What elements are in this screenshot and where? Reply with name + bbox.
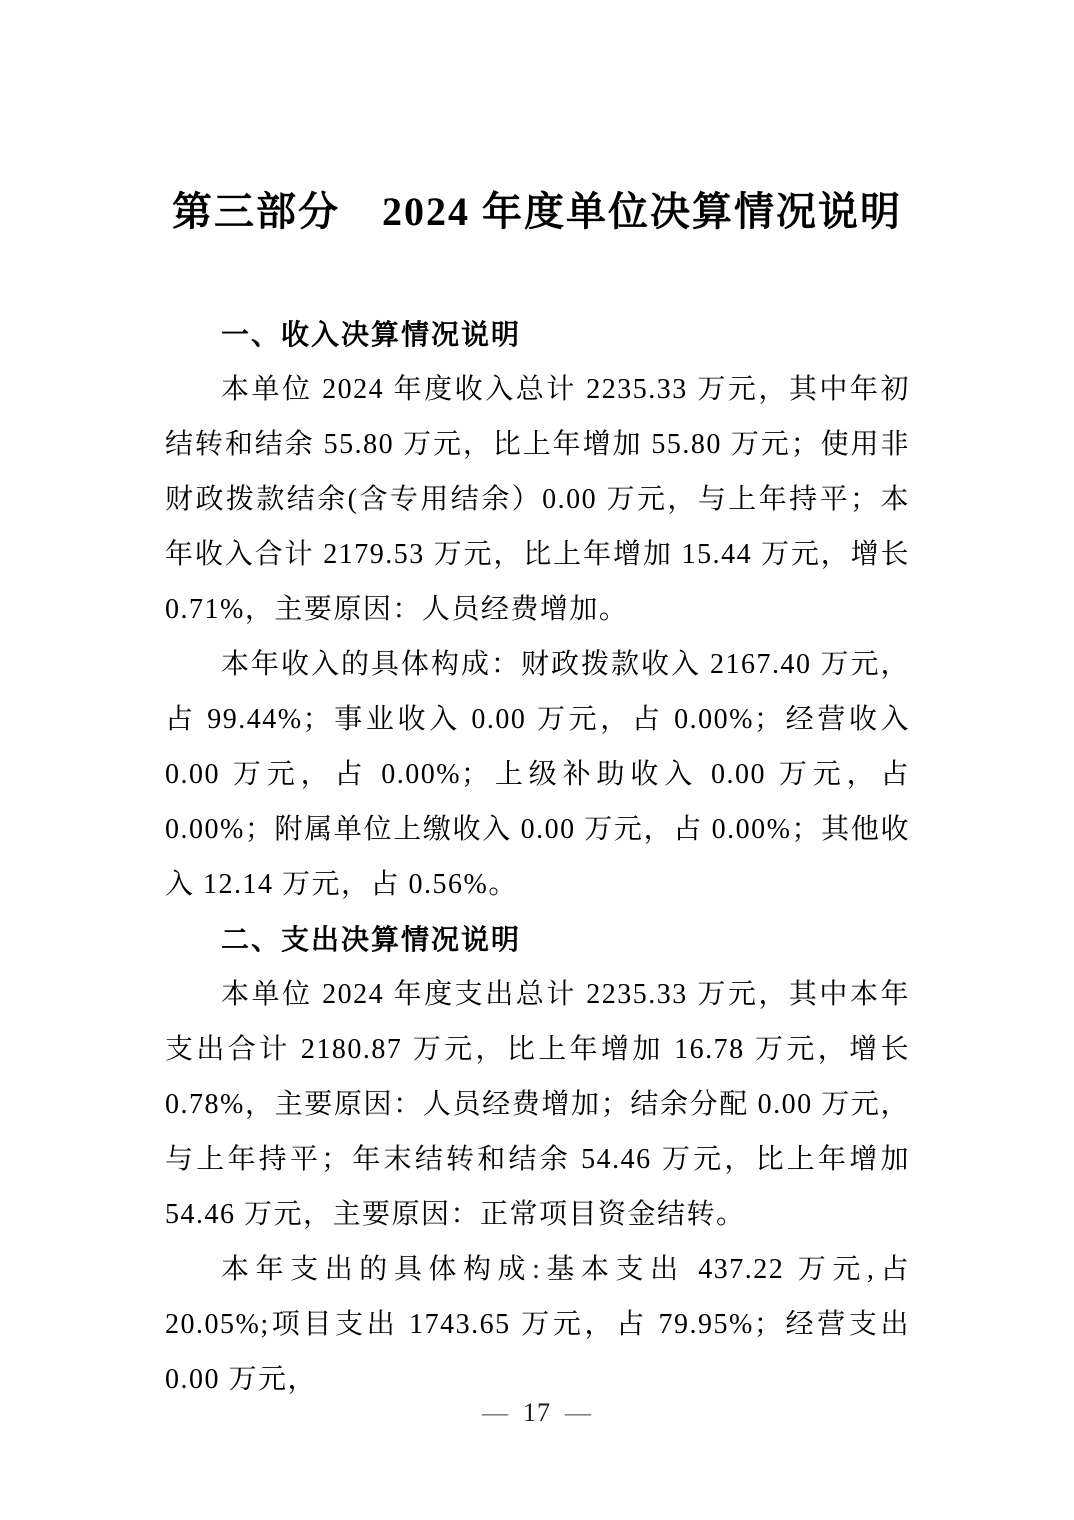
document-body: [165, 307, 910, 1407]
income-composition-paragraph: 本年收入的具体构成：财政拨款收入 2167.40 万元，占 99.44%；事业收入 0.00 万元，占 0.00%；经营收入 0.00 万元，占 0.00%；上级补助收入 0.00 万元，占 0.00%；附属单位上缴收入 0.00 万元，占 0.00%；其他收入 12.14 万元，占 0.56%。: [165, 649, 910, 900]
expenditure-summary-paragraph: 本单位 2024 年度支出总计 2235.33 万元，其中本年支出合计 2180.87 万元，比上年增加 16.78 万元，增长 0.78%，主要原因：人员经费增加；结余分配 0.00 万元，与上年持平；年末结转和结余 54.46 万元，比上年增加 54.46 万元，主要原因：正常项目资金结转。: [165, 979, 910, 1230]
page-number-left-dash: —: [482, 1398, 509, 1427]
page-number: [0, 1398, 1074, 1428]
income-summary-paragraph: 本单位 2024 年度收入总计 2235.33 万元，其中年初结转和结余 55.80 万元，比上年增加 55.80 万元；使用非财政拨款结余(含专用结余）0.00 万元，与上年持平；本年收入合计 2179.53 万元，比上年增加 15.44 万元，增长 0.71%，主要原因：人员经费增加。: [165, 374, 910, 625]
page-number-right-dash: —: [565, 1398, 592, 1427]
page-number-value: 17: [523, 1398, 551, 1427]
document-title: 第三部分 2024 年度单位决算情况说明: [172, 189, 902, 234]
expenditure-composition-paragraph: 本年支出的具体构成:基本支出 437.22 万元,占 20.05%;项目支出 1743.65 万元，占 79.95%；经营支出 0.00 万元，: [165, 1254, 910, 1395]
section-heading-income: 一、收入决算情况说明: [221, 319, 522, 350]
section-heading-expenditure: 二、支出决算情况说明: [221, 924, 522, 955]
